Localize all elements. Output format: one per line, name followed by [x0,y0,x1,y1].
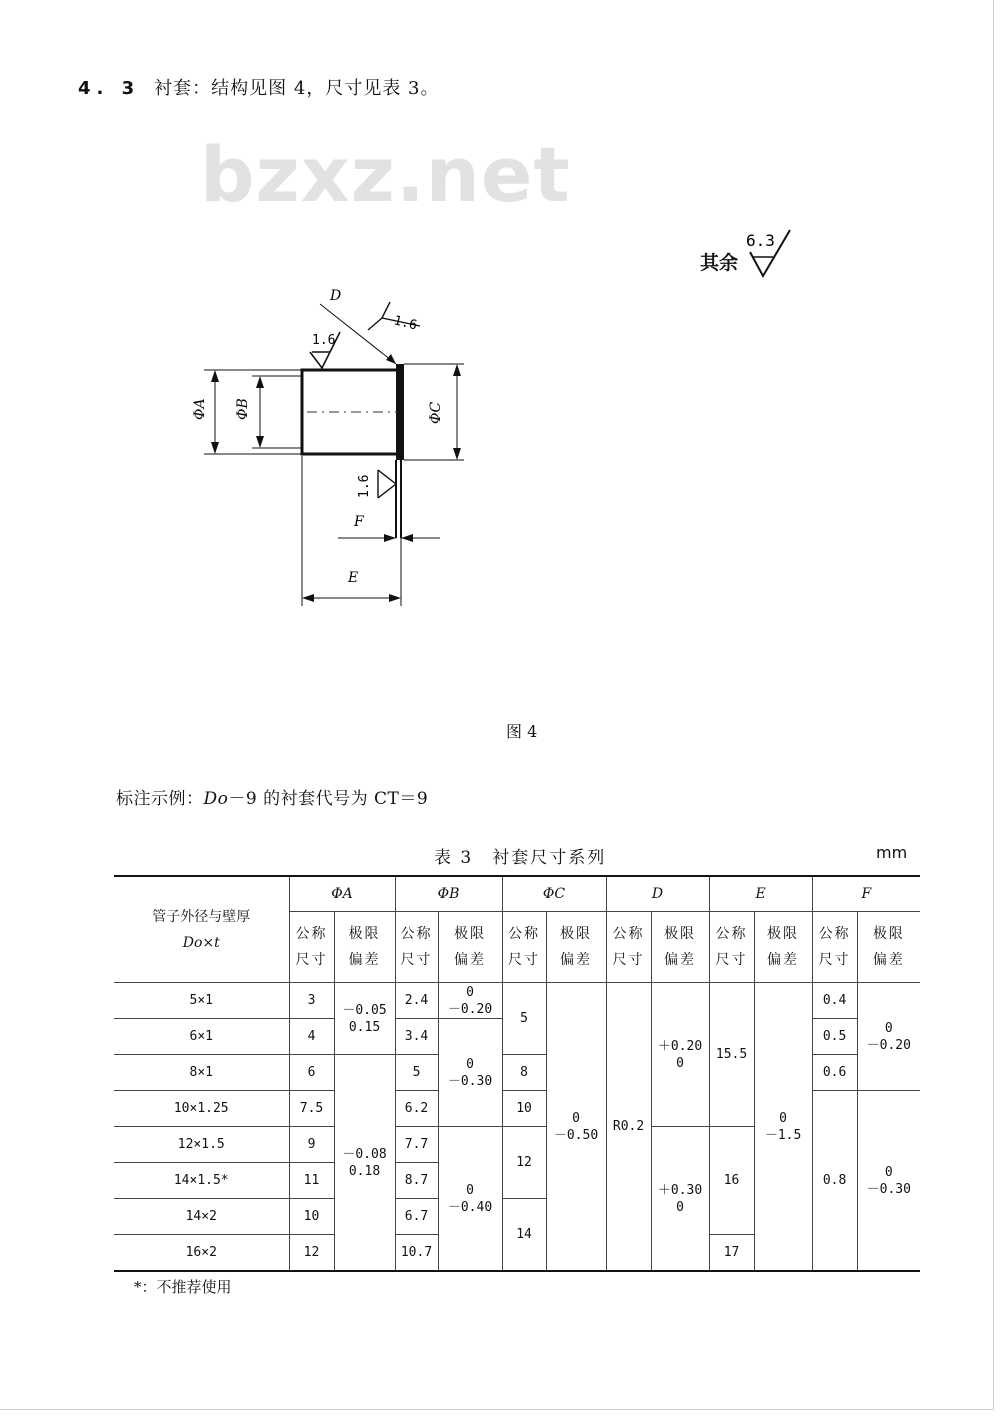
sub-nominal: 公称 尺寸 [289,912,334,983]
table-title: 表 3 衬套尺寸系列 [434,848,607,868]
sub-tolerance: 极限 偏差 [857,912,920,983]
header-phi-c: ΦC [502,876,606,912]
other-roughness-value: 6.3 [746,231,775,250]
table-footnote: *：不推荐使用 [134,1278,232,1296]
table-row: 14×2 10 6.7 14 [114,1199,920,1235]
sub-tolerance: 极限 偏差 [651,912,709,983]
sub-nominal: 公称 尺寸 [606,912,651,983]
watermark: bzxz.net [200,130,571,219]
bushing-size-table [114,875,920,1272]
example-var: Do [203,789,229,809]
header-size: 管子外径与壁厚 Do×t [114,876,289,983]
sub-nominal: 公称 尺寸 [709,912,754,983]
bore-roughness-value: 1.6 [312,333,336,348]
header-phi-b: ΦB [395,876,502,912]
table-row: 8×1 6 －0.08 0.18 5 8 0.6 [114,1055,920,1091]
header-e: E [709,876,812,912]
label-e: E [348,570,359,586]
header-d: D [606,876,709,912]
other-roughness-label: 其余 [700,252,739,274]
table-row: 6×1 4 3.4 0 －0.30 0.5 [114,1019,920,1055]
label-phi-b: ΦB [235,398,251,420]
label-phi-c: ΦC [428,401,444,424]
sub-nominal: 公称 尺寸 [502,912,546,983]
section-text: 衬套：结构见图 4，尺寸见表 3。 [154,78,440,99]
header-phi-a: ΦA [289,876,395,912]
section-heading [78,74,440,100]
label-d: D [330,288,342,304]
roughness-symbol-icon [740,226,840,282]
table-row: 10×1.25 7.5 6.2 10 0.8 0 －0.30 [114,1091,920,1127]
figure-caption: 图 4 [506,722,538,741]
bushing-drawing [150,280,470,620]
section-number: 4. 3 [78,78,141,99]
marking-example [116,784,428,809]
outer-roughness-value: 1.6 [392,313,419,334]
example-prefix: 标注示例： [116,789,204,809]
table-row: 16×2 12 10.7 17 [114,1235,920,1272]
sub-nominal: 公称 尺寸 [812,912,857,983]
example-suffix: －9 的衬套代号为 CT＝9 [228,789,429,809]
table-row: 5×1 3 －0.05 0.15 2.4 0 －0.20 5 0 －0.50 R0.2 ＋0.20 0 15.5 0 －1.5 0.4 0 －0.20 [114,983,920,1019]
face-roughness-value: 1.6 [357,474,372,498]
label-phi-a: ΦA [192,398,208,420]
table-row: 12×1.5 9 7.7 0 －0.40 12 ＋0.30 0 16 [114,1127,920,1163]
table-unit: mm [876,843,908,862]
sub-tolerance: 极限 偏差 [334,912,395,983]
sub-tolerance: 极限 偏差 [546,912,606,983]
label-f: F [354,514,364,530]
sub-tolerance: 极限 偏差 [754,912,812,983]
table-row: 14×1.5* 11 8.7 [114,1163,920,1199]
sub-tolerance: 极限 偏差 [438,912,502,983]
header-f: F [812,876,920,912]
sub-nominal: 公称 尺寸 [395,912,438,983]
